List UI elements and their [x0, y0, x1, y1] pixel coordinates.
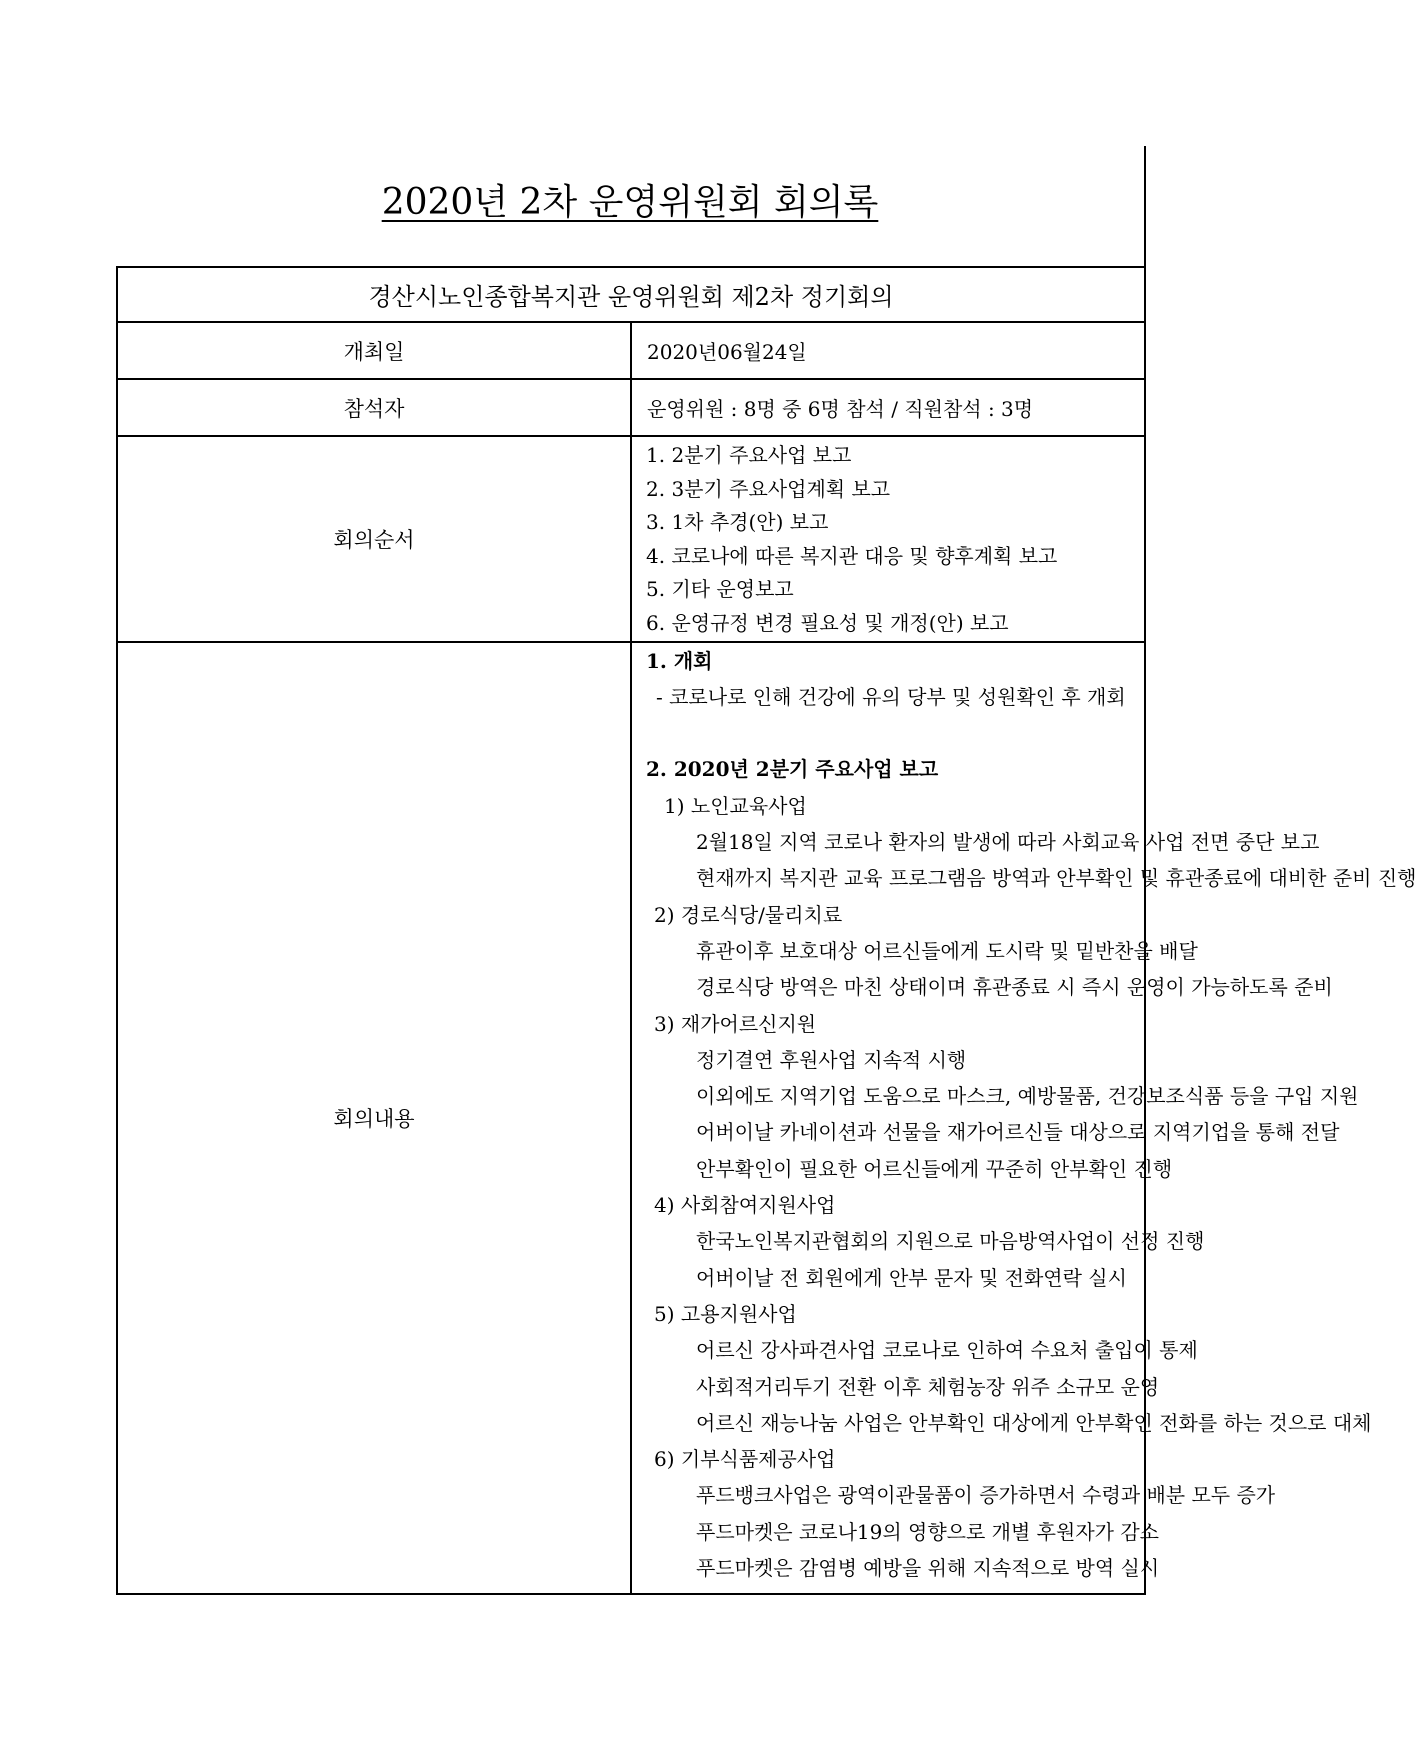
content-line: 안부확인이 필요한 어르신들에게 꾸준히 안부확인 진행: [696, 1156, 1173, 1181]
content-body: [631, 642, 1416, 1594]
section-item: - 코로나로 인해 건강에 유의 당부 및 성원확인 후 개회: [656, 684, 1126, 709]
order-item: 6. 운영규정 변경 필요성 및 개정(안) 보고: [646, 610, 1009, 635]
order-item: 2. 3분기 주요사업계획 보고: [646, 476, 891, 501]
section-heading: 1. 개회: [646, 648, 713, 673]
content-line: 어르신 재능나눔 사업은 안부확인 대상에게 안부확인 전화를 하는 것으로 대체: [696, 1410, 1372, 1435]
content-line: 휴관이후 보호대상 어르신들에게 도시락 및 밑반찬을 배달: [696, 938, 1198, 963]
document-title-text: 2020년 2차 운영위원회 회의록: [381, 182, 879, 223]
content-line: 이외에도 지역기업 도움으로 마스크, 예방물품, 건강보조식품 등을 구입 지원: [696, 1084, 1359, 1109]
order-item: 4. 코로나에 따른 복지관 대응 및 향후계획 보고: [646, 543, 1058, 568]
subsection-title: 2) 경로식당/물리치료: [654, 902, 843, 927]
order-item: 1. 2분기 주요사업 보고: [646, 443, 852, 467]
date-value: 2020년06월24일: [631, 322, 1145, 379]
content-line: 경로식당 방역은 마친 상태이며 휴관종료 시 즉시 운영이 가능하도록 준비: [696, 975, 1333, 1000]
content-line: 푸드마켓은 감염병 예방을 위해 지속적으로 방역 실시: [696, 1555, 1160, 1580]
subsection-title: 1) 노인교육사업: [664, 793, 807, 818]
attendees-row: [117, 379, 1145, 436]
content-line: 어르신 강사파견사업 코로나로 인하여 수요처 출입이 통제: [696, 1338, 1198, 1363]
content-line: 푸드마켓은 코로나19의 영향으로 개별 후원자가 감소: [696, 1519, 1159, 1544]
order-item: 3. 1차 추경(안) 보고: [646, 510, 829, 535]
date-row: [117, 322, 1145, 379]
content-row: [117, 642, 1145, 1594]
subsection-title: 3) 재가어르신지원: [654, 1011, 817, 1036]
document-title: [116, 178, 1144, 228]
content-line: 현재까지 복지관 교육 프로그램음 방역과 안부확인 및 휴관종료에 대비한 준비 진행: [696, 866, 1416, 891]
content-line: 한국노인복지관협회의 지원으로 마음방역사업이 선정 진행: [696, 1229, 1205, 1254]
header-row: [117, 267, 1145, 322]
blank-line: [646, 715, 1144, 751]
subsection-title: 4) 사회참여지원사업: [654, 1193, 836, 1218]
date-label: 개최일: [117, 322, 631, 379]
content-line: 어버이날 카네이션과 선물을 재가어르신들 대상으로 지역기업을 통해 전달: [696, 1120, 1340, 1145]
order-item: 5. 기타 운영보고: [646, 577, 794, 602]
meeting-name-cell: 경산시노인종합복지관 운영위원회 제2차 정기회의: [117, 267, 1145, 322]
content-line: 사회적거리두기 전환 이후 체험농장 위주 소규모 운영: [696, 1374, 1160, 1399]
content-label: 회의내용: [117, 642, 631, 1594]
content-line: 어버이날 전 회원에게 안부 문자 및 전화연락 실시: [696, 1265, 1127, 1290]
order-list: [631, 436, 1145, 642]
content-line: 푸드뱅크사업은 광역이관물품이 증가하면서 수령과 배분 모두 증가: [696, 1483, 1276, 1508]
subsection-title: 5) 고용지원사업: [654, 1301, 797, 1326]
section-heading: 2. 2020년 2분기 주요사업 보고: [646, 757, 939, 782]
content-line: 정기결연 후원사업 지속적 시행: [696, 1047, 967, 1072]
content-line: 2월18일 지역 코로나 환자의 발생에 따라 사회교육 사업 전면 중단 보고: [696, 830, 1320, 855]
subsection-title: 6) 기부식품제공사업: [654, 1447, 836, 1472]
right-margin-rule: [1144, 146, 1146, 268]
minutes-table: [116, 266, 1416, 1595]
order-row: [117, 436, 1145, 642]
attendees-value: 운영위원 : 8명 중 6명 참석 / 직원참석 : 3명: [631, 379, 1145, 436]
order-label: 회의순서: [117, 436, 631, 642]
attendees-label: 참석자: [117, 379, 631, 436]
